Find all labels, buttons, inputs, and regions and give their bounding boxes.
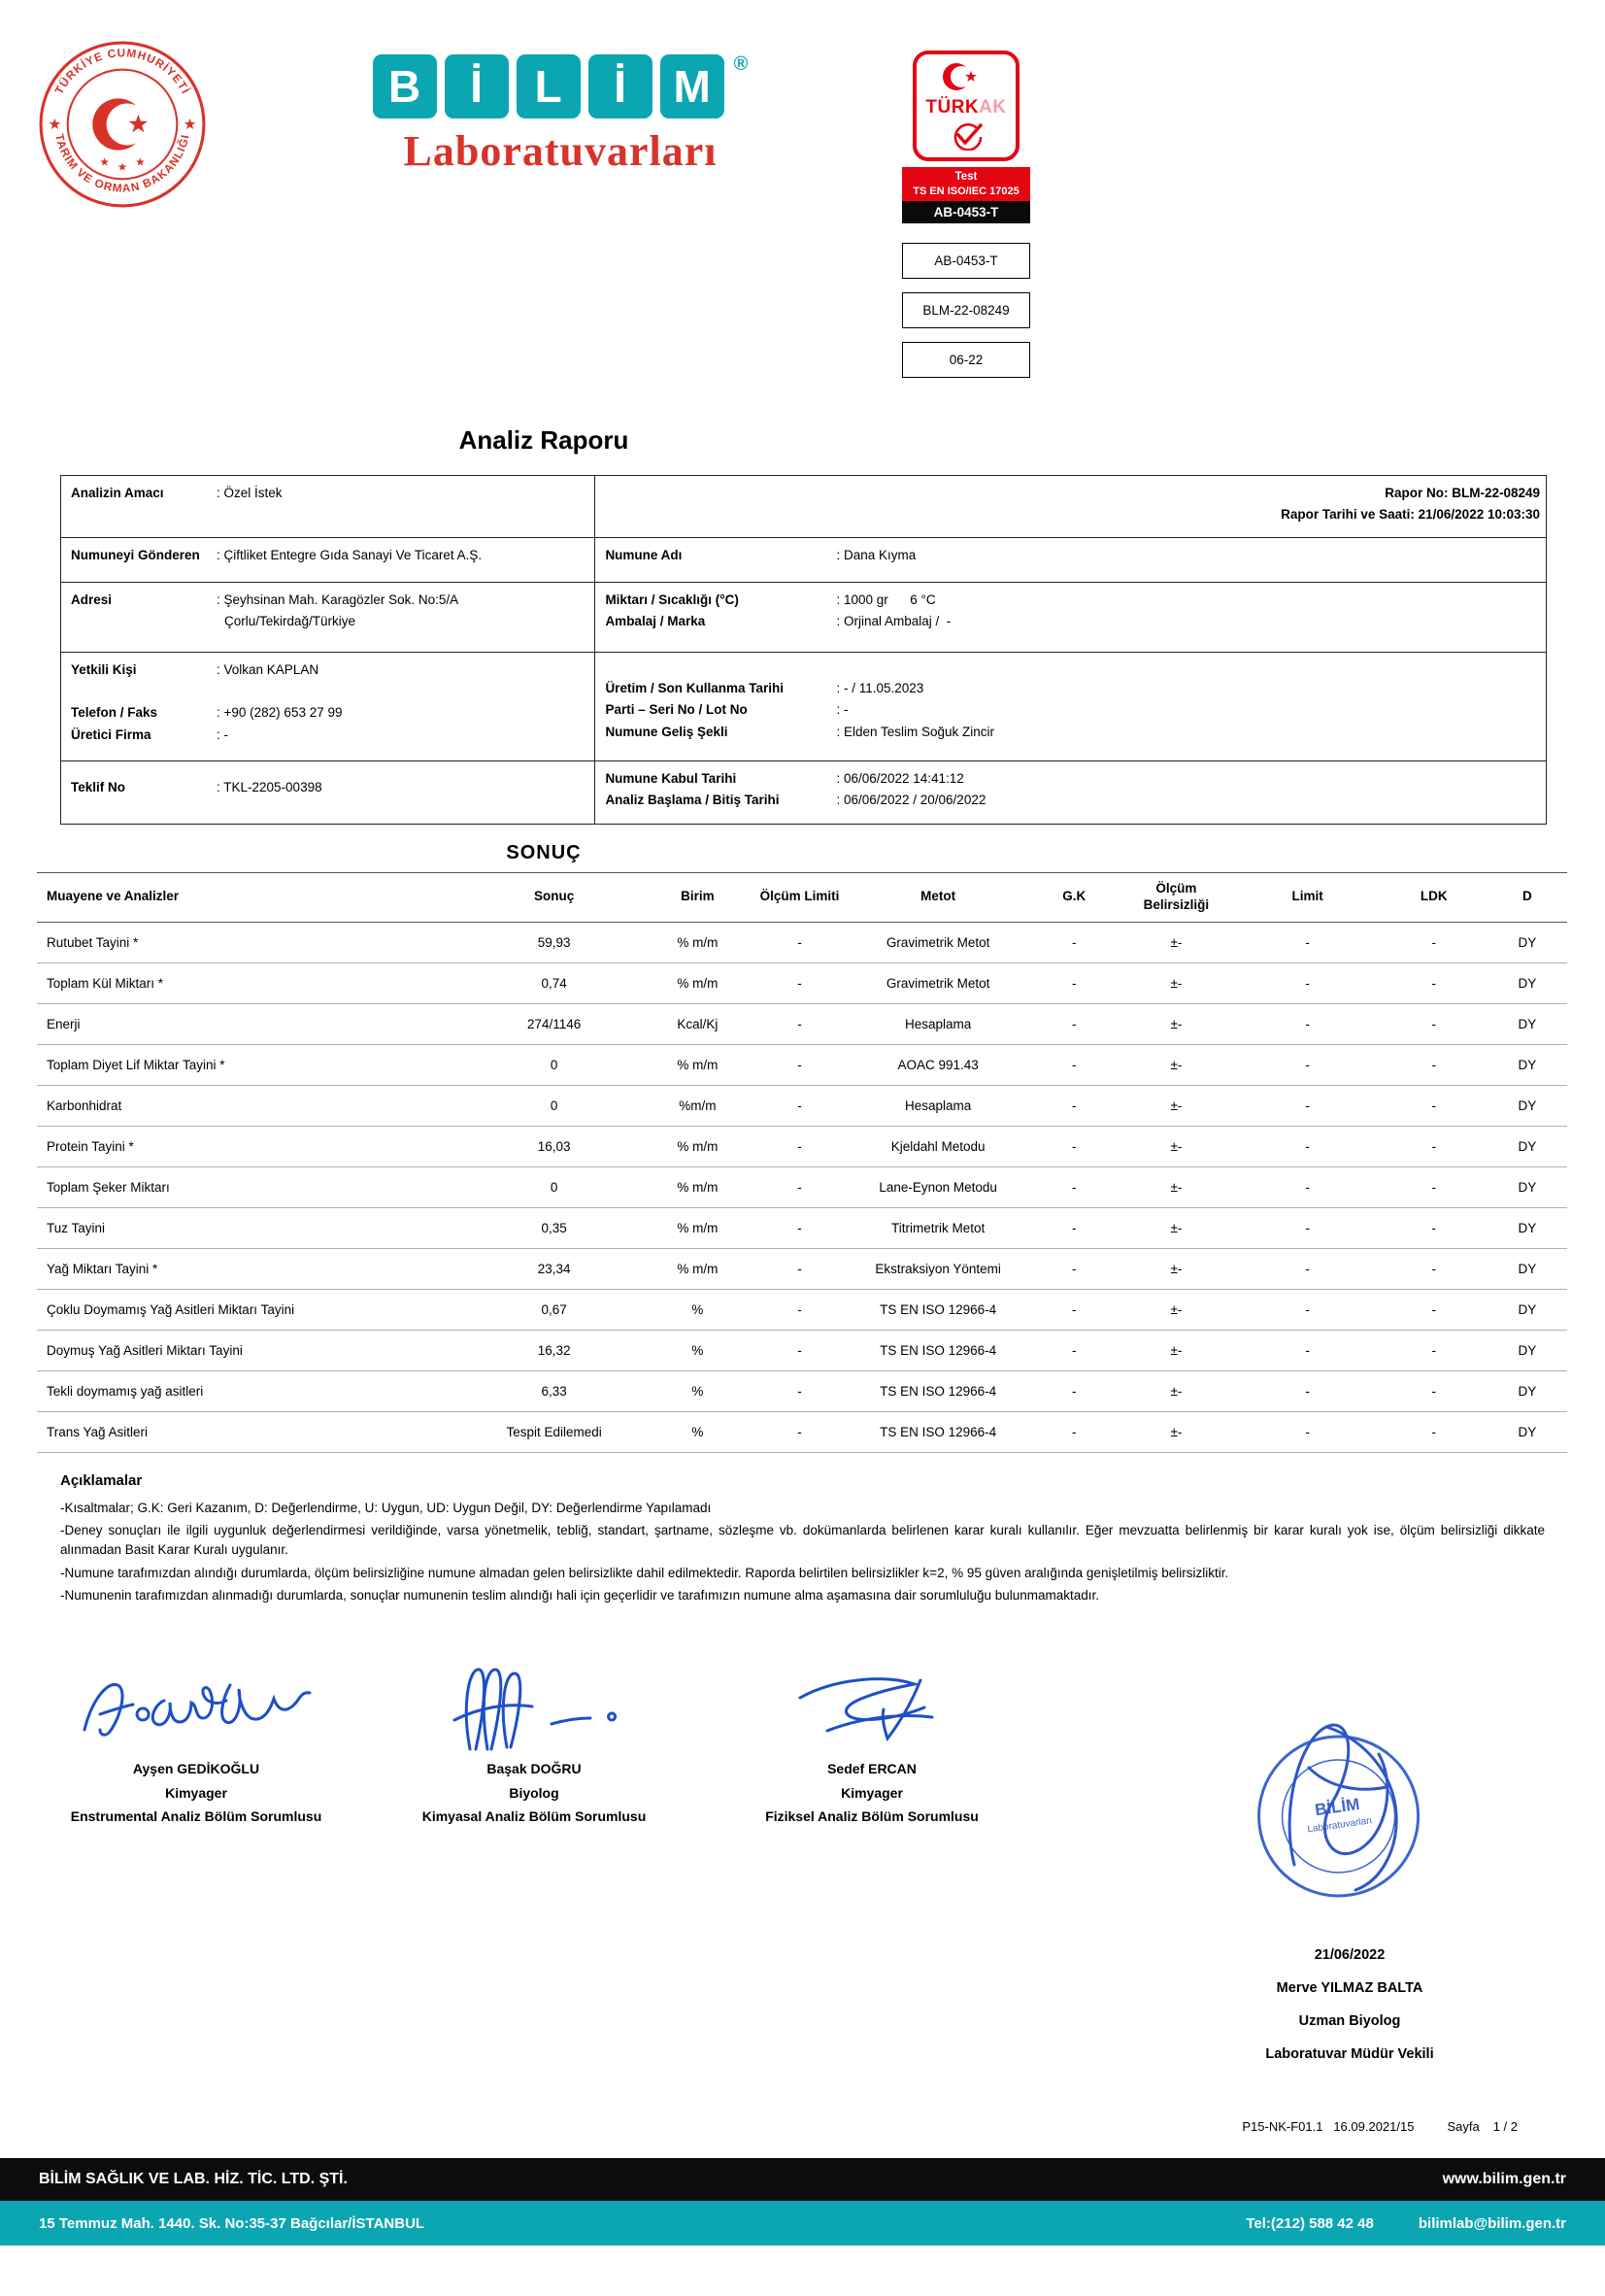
- result-cell: -: [753, 1044, 846, 1085]
- result-cell: ±-: [1118, 1003, 1234, 1044]
- company-name: BİLİM SAĞLIK VE LAB. HİZ. TİC. LTD. ŞTİ.: [39, 2171, 348, 2187]
- approver-name: Merve YILMAZ BALTA: [1276, 1980, 1423, 1997]
- results-col-header: Birim: [642, 873, 753, 923]
- results-header-row: [37, 873, 1567, 923]
- info-report-no: Rapor No : BLM-22-08249: [1385, 483, 1540, 504]
- info-sample-arrival: Numune Geliş Şekli : Elden Teslim Soğuk Zincir: [605, 722, 1536, 743]
- result-cell: Trans Yağ Asitleri: [37, 1411, 467, 1452]
- result-cell: DY: [1488, 1126, 1567, 1166]
- page-indicator: [1447, 2119, 1518, 2134]
- results-col-header: D: [1488, 873, 1567, 923]
- result-cell: 59,93: [467, 922, 642, 962]
- notes-section-title: Açıklamalar: [60, 1471, 143, 1489]
- result-cell: DY: [1488, 1044, 1567, 1085]
- results-table: [37, 872, 1567, 1453]
- result-cell: ±-: [1118, 1411, 1234, 1452]
- result-row: [37, 1411, 1567, 1452]
- footer-company-bar: [0, 2158, 1605, 2201]
- result-cell: Hesaplama: [846, 1003, 1030, 1044]
- result-row: [37, 1330, 1567, 1370]
- result-cell: -: [753, 1126, 846, 1166]
- bilim-logo-squares: [371, 54, 750, 118]
- result-row: [37, 1370, 1567, 1411]
- results-col-header: Ölçüm Belirsizliği: [1118, 873, 1234, 923]
- handwritten-signature: [75, 1660, 318, 1757]
- info-row: [61, 583, 1546, 653]
- result-row: [37, 1289, 1567, 1330]
- checkmark-icon: [949, 121, 984, 151]
- result-cell: -: [1030, 1289, 1118, 1330]
- info-address-line2: Çorlu/Tekirdağ/Türkiye: [224, 614, 356, 629]
- signature-block: [703, 1638, 1041, 1829]
- result-cell: -: [753, 1166, 846, 1207]
- result-cell: ±-: [1118, 962, 1234, 1003]
- result-cell: -: [1030, 1248, 1118, 1289]
- result-cell: DY: [1488, 1330, 1567, 1370]
- result-cell: Gravimetrik Metot: [846, 922, 1030, 962]
- result-cell: % m/m: [642, 1126, 753, 1166]
- result-cell: DY: [1488, 1207, 1567, 1248]
- result-cell: ±-: [1118, 922, 1234, 962]
- result-cell: Hesaplama: [846, 1085, 1030, 1126]
- result-cell: TS EN ISO 12966-4: [846, 1370, 1030, 1411]
- result-cell: -: [1235, 1330, 1381, 1370]
- result-cell: Yağ Miktarı Tayini *: [37, 1248, 467, 1289]
- results-col-header: Ölçüm Limiti: [753, 873, 846, 923]
- result-cell: Çoklu Doymamış Yağ Asitleri Miktarı Tayini: [37, 1289, 467, 1330]
- ref-box-accreditation-no: AB-0453-T: [902, 243, 1030, 279]
- result-cell: DY: [1488, 922, 1567, 962]
- result-cell: -: [753, 1370, 846, 1411]
- result-cell: TS EN ISO 12966-4: [846, 1330, 1030, 1370]
- result-row: [37, 1207, 1567, 1248]
- notes-section: [60, 1472, 1545, 1605]
- result-cell: DY: [1488, 1166, 1567, 1207]
- result-cell: DY: [1488, 1289, 1567, 1330]
- result-cell: DY: [1488, 1003, 1567, 1044]
- info-row: [61, 476, 1546, 538]
- approver-title: Uzman Biyolog: [1298, 2013, 1401, 2030]
- result-cell: 0,35: [467, 1207, 642, 1248]
- result-cell: -: [1030, 922, 1118, 962]
- result-cell: -: [1030, 1207, 1118, 1248]
- signer-title: Kimyager: [165, 1784, 227, 1801]
- result-cell: Tespit Edilemedi: [467, 1411, 642, 1452]
- result-cell: ±-: [1118, 1166, 1234, 1207]
- signatures-section: [27, 1638, 1056, 1829]
- result-cell: ±-: [1118, 1126, 1234, 1166]
- result-cell: -: [1030, 1411, 1118, 1452]
- company-address: 15 Temmuz Mah. 1440. Sk. No:35-37 Bağcılar/İSTANBUL: [39, 2214, 425, 2232]
- result-cell: -: [1381, 1166, 1488, 1207]
- result-cell: -: [1235, 1166, 1381, 1207]
- result-cell: -: [1235, 1085, 1381, 1126]
- info-row: [61, 653, 1546, 761]
- result-cell: -: [1381, 1207, 1488, 1248]
- document-code: P15-NK-F01.1 16.09.2021/15: [1242, 2119, 1415, 2134]
- bilim-logo-letter: L: [517, 54, 581, 118]
- results-col-header: G.K: [1030, 873, 1118, 923]
- note-paragraph: -Kısaltmalar; G.K: Geri Kazanım, D: Değerlendirme, U: Uygun, UD: Uygun Değil, DY: Değerlendirme Yapılamadı: [60, 1500, 712, 1515]
- result-cell: -: [1381, 1370, 1488, 1411]
- results-col-header: LDK: [1381, 873, 1488, 923]
- info-analysis-purpose: Analizin Amacı : Özel İstek: [71, 483, 585, 504]
- emblem-top-text: TÜRKİYE CUMHURİYETİ: [52, 47, 192, 97]
- result-cell: -: [1030, 1330, 1118, 1370]
- result-cell: -: [753, 962, 846, 1003]
- result-cell: 0: [467, 1085, 642, 1126]
- result-cell: -: [1030, 962, 1118, 1003]
- result-cell: -: [1235, 1207, 1381, 1248]
- document-code-line: [1242, 2119, 1518, 2134]
- results-col-header: Metot: [846, 873, 1030, 923]
- result-cell: -: [753, 1248, 846, 1289]
- result-cell: Tuz Tayini: [37, 1207, 467, 1248]
- signer-name: Sedef ERCAN: [827, 1761, 917, 1776]
- result-cell: -: [1381, 1411, 1488, 1452]
- result-cell: % m/m: [642, 1248, 753, 1289]
- company-email: bilimlab@bilim.gen.tr: [1418, 2214, 1566, 2232]
- signer-name: Başak DOĞRU: [486, 1761, 582, 1776]
- result-cell: DY: [1488, 962, 1567, 1003]
- info-sample-name: Numune Adı : Dana Kıyma: [605, 545, 1536, 566]
- lab-stamp-graphic: [1241, 1709, 1435, 1915]
- info-offer-no: Teklif No : TKL-2205-00398: [71, 777, 585, 798]
- result-cell: -: [1235, 1289, 1381, 1330]
- result-cell: 16,32: [467, 1330, 642, 1370]
- signature-block: [27, 1638, 365, 1829]
- signature-ink: [75, 1638, 318, 1757]
- accreditation-block: [898, 51, 1034, 378]
- result-cell: -: [753, 1003, 846, 1044]
- result-cell: ±-: [1118, 1289, 1234, 1330]
- results-section-title: SONUÇ: [506, 842, 582, 863]
- result-cell: -: [1235, 1126, 1381, 1166]
- result-cell: Gravimetrik Metot: [846, 962, 1030, 1003]
- result-cell: -: [1381, 1330, 1488, 1370]
- result-cell: %: [642, 1289, 753, 1330]
- result-cell: -: [1235, 1248, 1381, 1289]
- result-cell: -: [1030, 1044, 1118, 1085]
- result-cell: % m/m: [642, 1166, 753, 1207]
- result-cell: -: [1235, 1411, 1381, 1452]
- result-cell: 16,03: [467, 1126, 642, 1166]
- info-sender: Numuneyi Gönderen : Çiftliket Entegre Gıda Sanayi Ve Ticaret A.Ş.: [71, 545, 585, 566]
- result-cell: DY: [1488, 1248, 1567, 1289]
- result-cell: % m/m: [642, 1044, 753, 1085]
- company-phone: Tel:(212) 588 42 48: [1246, 2214, 1374, 2232]
- result-cell: -: [753, 1289, 846, 1330]
- stamp-text-primary: BİLİM: [1313, 1794, 1361, 1820]
- result-row: [37, 1126, 1567, 1166]
- result-cell: -: [1381, 962, 1488, 1003]
- result-cell: -: [753, 1207, 846, 1248]
- result-cell: ±-: [1118, 1085, 1234, 1126]
- handwritten-signature: [775, 1665, 969, 1757]
- result-row: [37, 1085, 1567, 1126]
- result-cell: AOAC 991.43: [846, 1044, 1030, 1085]
- result-cell: Lane-Eynon Metodu: [846, 1166, 1030, 1207]
- result-cell: DY: [1488, 1411, 1567, 1452]
- result-cell: -: [1381, 922, 1488, 962]
- info-row: [61, 761, 1546, 824]
- signature-block: [365, 1638, 703, 1829]
- result-cell: -: [1235, 922, 1381, 962]
- result-cell: TS EN ISO 12966-4: [846, 1289, 1030, 1330]
- result-cell: Kcal/Kj: [642, 1003, 753, 1044]
- info-producer-company: Üretici Firma : -: [71, 725, 585, 746]
- result-cell: ±-: [1118, 1207, 1234, 1248]
- result-cell: -: [1381, 1085, 1488, 1126]
- approver-block: [1189, 1939, 1510, 2071]
- info-production-expiry-date: Üretim / Son Kullanma Tarihi : - / 11.05.2023: [605, 678, 1536, 699]
- turkak-wordmark-secondary: AK: [979, 96, 1007, 118]
- result-row: [37, 1044, 1567, 1085]
- result-cell: 6,33: [467, 1370, 642, 1411]
- result-row: [37, 1248, 1567, 1289]
- ref-box-report-no: BLM-22-08249: [902, 292, 1030, 328]
- page-number: 1 / 2: [1492, 2119, 1518, 2134]
- result-cell: 0,74: [467, 962, 642, 1003]
- signer-department: Enstrumental Analiz Bölüm Sorumlusu: [70, 1808, 322, 1824]
- info-lot-no: Parti – Seri No / Lot No : -: [605, 699, 1536, 721]
- bilim-logo-letter: İ: [445, 54, 509, 118]
- info-quantity-temperature: Miktarı / Sıcaklığı (°C) : 1000 gr 6 °C: [605, 590, 1536, 611]
- stamp-text-secondary: Laboratuvarları: [1306, 1815, 1373, 1836]
- result-cell: -: [753, 1085, 846, 1126]
- result-cell: -: [1235, 1370, 1381, 1411]
- result-cell: ±-: [1118, 1330, 1234, 1370]
- result-cell: Enerji: [37, 1003, 467, 1044]
- result-cell: ±-: [1118, 1248, 1234, 1289]
- result-cell: DY: [1488, 1085, 1567, 1126]
- registered-trademark-mark: ®: [733, 53, 749, 75]
- info-analysis-start-end-date: Analiz Başlama / Bitiş Tarihi : 06/06/2022 / 20/06/2022: [605, 790, 1536, 811]
- accreditation-number: AB-0453-T: [902, 201, 1030, 223]
- result-cell: 0: [467, 1166, 642, 1207]
- result-cell: -: [1381, 1289, 1488, 1330]
- result-cell: %: [642, 1370, 753, 1411]
- result-cell: 0: [467, 1044, 642, 1085]
- result-cell: -: [1235, 1003, 1381, 1044]
- approval-date: 21/06/2022: [1314, 1947, 1386, 1963]
- emblem-bottom-text: TARIM VE ORMAN BAKANLIĞI: [52, 132, 192, 195]
- page-label: Sayfa: [1447, 2119, 1480, 2134]
- ministry-emblem-graphic: [39, 41, 206, 208]
- result-cell: -: [1235, 1044, 1381, 1085]
- result-cell: 23,34: [467, 1248, 642, 1289]
- accreditation-standard: TS EN ISO/IEC 17025: [913, 185, 1020, 197]
- info-sample-acceptance-date: Numune Kabul Tarihi : 06/06/2022 14:41:12: [605, 768, 1536, 790]
- result-cell: Karbonhidrat: [37, 1085, 467, 1126]
- result-cell: DY: [1488, 1370, 1567, 1411]
- info-row: [61, 538, 1546, 583]
- accreditation-standard-box: [902, 167, 1030, 201]
- result-cell: % m/m: [642, 962, 753, 1003]
- result-cell: Toplam Diyet Lif Miktar Tayini *: [37, 1044, 467, 1085]
- info-report-date: Rapor Tarihi ve Saati : 21/06/2022 10:03:30: [1281, 504, 1540, 525]
- footer-contact-bar: [0, 2201, 1605, 2245]
- signer-title: Biyolog: [509, 1784, 559, 1801]
- result-row: [37, 962, 1567, 1003]
- approver-role: Laboratuvar Müdür Vekili: [1265, 2046, 1434, 2063]
- result-cell: -: [1381, 1126, 1488, 1166]
- result-cell: -: [1030, 1126, 1118, 1166]
- signature-ink: [775, 1638, 969, 1757]
- result-row: [37, 922, 1567, 962]
- bilim-logo-letter: İ: [588, 54, 652, 118]
- bilim-logo-subtitle: Laboratuvarları: [403, 127, 718, 175]
- result-cell: %m/m: [642, 1085, 753, 1126]
- result-cell: -: [1030, 1003, 1118, 1044]
- results-col-header: Muayene ve Analizler: [37, 873, 467, 923]
- bilim-logo: [371, 54, 750, 176]
- result-cell: 274/1146: [467, 1003, 642, 1044]
- result-cell: TS EN ISO 12966-4: [846, 1411, 1030, 1452]
- result-cell: -: [753, 1411, 846, 1452]
- handwritten-signature: [437, 1660, 631, 1757]
- result-cell: -: [1381, 1044, 1488, 1085]
- result-cell: ±-: [1118, 1370, 1234, 1411]
- turkak-wordmark: [925, 98, 1006, 117]
- signer-department: Fiziksel Analiz Bölüm Sorumlusu: [765, 1808, 979, 1824]
- note-paragraph: -Deney sonuçları ile ilgili uygunluk değerlendirmesi verildiğinde, varsa yönetmelik, tebliğ, standart, şartname, sözleşme vb. dokümanlarda belirlenen karar kuralı kullanılır. Eğer mevzuatta belirlenmiş bir karar kuralı yok ise, ölçüm belirsizliği dikkate alınmadan Basit Karar Kuralı uygulanır.: [60, 1523, 1545, 1558]
- info-phone-fax: Telefon / Faks : +90 (282) 653 27 99: [71, 702, 585, 724]
- lab-stamp: [1241, 1709, 1435, 1920]
- result-cell: -: [753, 1330, 846, 1370]
- result-cell: -: [1235, 962, 1381, 1003]
- result-cell: ±-: [1118, 1044, 1234, 1085]
- bilim-logo-letter: B: [373, 54, 437, 118]
- result-cell: -: [1381, 1003, 1488, 1044]
- result-cell: Toplam Kül Miktarı *: [37, 962, 467, 1003]
- company-website: www.bilim.gen.tr: [1442, 2171, 1566, 2187]
- result-cell: Doymuş Yağ Asitleri Miktarı Tayini: [37, 1330, 467, 1370]
- result-cell: %: [642, 1411, 753, 1452]
- note-paragraph: -Numunenin tarafımızdan alınmadığı durumlarda, sonuçlar numunenin teslim alındığı hali için geçerlidir ve tarafımızın numune alma aşamasına dair sorumluluğu bulunmamaktadır.: [60, 1587, 1100, 1603]
- result-cell: -: [1030, 1166, 1118, 1207]
- results-col-header: Sonuç: [467, 873, 642, 923]
- ministry-emblem: [39, 41, 206, 208]
- page-title: Analiz Raporu: [458, 425, 629, 455]
- info-authorized-person: Yetkili Kişi : Volkan KAPLAN: [71, 659, 585, 681]
- result-cell: Titrimetrik Metot: [846, 1207, 1030, 1248]
- ref-box-period: 06-22: [902, 342, 1030, 378]
- result-cell: Rutubet Tayini *: [37, 922, 467, 962]
- results-col-header: Limit: [1235, 873, 1381, 923]
- bilim-logo-letter: M: [660, 54, 724, 118]
- turkak-wordmark-primary: TÜRK: [925, 96, 980, 118]
- result-cell: % m/m: [642, 1207, 753, 1248]
- notes-list: [60, 1499, 1545, 1605]
- info-address: Adresi : Şeyhsinan Mah. Karagözler Sok. No:5/A: [71, 590, 585, 611]
- accreditation-test-label: Test: [954, 171, 978, 183]
- signer-name: Ayşen GEDİKOĞLU: [132, 1761, 260, 1776]
- result-cell: -: [1030, 1085, 1118, 1126]
- signer-title: Kimyager: [841, 1784, 903, 1801]
- result-cell: -: [753, 922, 846, 962]
- contact-info: [1246, 2215, 1566, 2232]
- result-row: [37, 1003, 1567, 1044]
- result-cell: Tekli doymamış yağ asitleri: [37, 1370, 467, 1411]
- signer-department: Kimyasal Analiz Bölüm Sorumlusu: [421, 1808, 647, 1824]
- crescent-star-icon: [941, 61, 991, 92]
- signature-ink: [437, 1638, 631, 1757]
- svg-text:TÜRKİYE CUMHURİYETİ: [52, 47, 191, 96]
- result-cell: -: [1381, 1248, 1488, 1289]
- result-cell: Protein Tayini *: [37, 1126, 467, 1166]
- note-paragraph: -Numune tarafımızdan alındığı durumlarda, ölçüm belirsizliğine numune almadan gelen belirsizlikte dahil edilmektedir. Raporda belirtilen belirsizlikler k=2, % 95 güven aralığında genişletilmiş belirsizliktir.: [60, 1565, 1229, 1580]
- result-cell: -: [1030, 1370, 1118, 1411]
- result-row: [37, 1166, 1567, 1207]
- turkak-logo: [913, 51, 1020, 161]
- result-cell: Kjeldahl Metodu: [846, 1126, 1030, 1166]
- result-cell: % m/m: [642, 922, 753, 962]
- info-packaging-brand: Ambalaj / Marka : Orjinal Ambalaj / -: [605, 611, 1536, 632]
- result-cell: Toplam Şeker Miktarı: [37, 1166, 467, 1207]
- result-cell: %: [642, 1330, 753, 1370]
- result-cell: 0,67: [467, 1289, 642, 1330]
- sample-info-table: [60, 475, 1547, 825]
- result-cell: Ekstraksiyon Yöntemi: [846, 1248, 1030, 1289]
